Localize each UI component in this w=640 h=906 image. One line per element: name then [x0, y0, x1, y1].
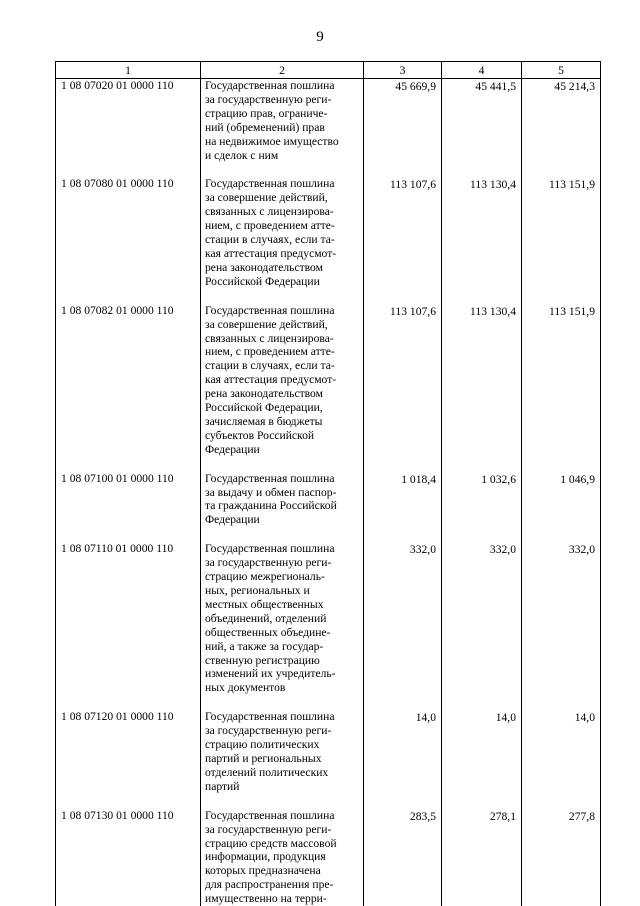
- table-row: [56, 304, 601, 457]
- amount-col-5: 332,0: [522, 542, 601, 695]
- column-header-3: 3: [364, 62, 442, 79]
- table-row: [56, 710, 601, 793]
- column-header-5: 5: [522, 62, 601, 79]
- page-number: 9: [316, 29, 324, 45]
- row-spacer: [56, 527, 601, 542]
- budget-revenue-table: [55, 61, 601, 906]
- amount-col-4: 113 130,4: [442, 304, 522, 457]
- table-row: [56, 472, 601, 528]
- amount-col-3: 332,0: [364, 542, 442, 695]
- revenue-name: Государственная пошлина за государственную реги- страцию средств массовой информации, продукция которых предназначена для распространения пре- имущественно на терри-: [201, 809, 364, 906]
- row-spacer: [56, 794, 601, 809]
- amount-col-5: 45 214,3: [522, 79, 601, 163]
- column-header-2: 2: [201, 62, 364, 79]
- table-row: [56, 177, 601, 288]
- table-row: [56, 79, 601, 163]
- column-header-1: 1: [56, 62, 201, 79]
- amount-col-3: 113 107,6: [364, 177, 442, 288]
- amount-col-4: 113 130,4: [442, 177, 522, 288]
- row-spacer: [56, 695, 601, 710]
- table-row: [56, 809, 601, 906]
- amount-col-3: 283,5: [364, 809, 442, 906]
- revenue-name: Государственная пошлина за совершение действий, связанных с лицензирова- нием, с проведением атте- стации в случаях, если та- кая аттестация предусмот- рена законодательством Российской Федерации: [201, 177, 364, 288]
- revenue-name: Государственная пошлина за выдачу и обмен паспор- та гражданина Российской Федерации: [201, 472, 364, 528]
- revenue-name: Государственная пошлина за совершение действий, связанных с лицензирова- нием, с проведением атте- стации в случаях, если та- кая аттестация предусмот- рена законодательством Российской Федерации, зачисляемая в бюджеты субъектов Российской Федерации: [201, 304, 364, 457]
- revenue-name: Государственная пошлина за государственную реги- страцию политических партий и региональных отделений политических партий: [201, 710, 364, 793]
- row-spacer: [56, 289, 601, 304]
- amount-col-5: 113 151,9: [522, 304, 601, 457]
- budget-classification-code: 1 08 07110 01 0000 110: [56, 542, 201, 695]
- amount-col-3: 14,0: [364, 710, 442, 793]
- row-spacer: [56, 457, 601, 472]
- amount-col-5: 277,8: [522, 809, 601, 906]
- budget-classification-code: 1 08 07020 01 0000 110: [56, 79, 201, 163]
- amount-col-3: 1 018,4: [364, 472, 442, 528]
- table-row: [56, 542, 601, 695]
- budget-classification-code: 1 08 07130 01 0000 110: [56, 809, 201, 906]
- amount-col-4: 332,0: [442, 542, 522, 695]
- revenue-name: Государственная пошлина за государственную реги- страцию межрегиональ- ных, региональных и местных общественных объединений, отделений общественных объедине- ний, а также за государ- ственную регистрацию изменений их учредитель- ных документов: [201, 542, 364, 695]
- amount-col-4: 14,0: [442, 710, 522, 793]
- amount-col-5: 14,0: [522, 710, 601, 793]
- budget-classification-code: 1 08 07082 01 0000 110: [56, 304, 201, 457]
- row-spacer: [56, 162, 601, 177]
- revenue-name: Государственная пошлина за государственную реги- страцию прав, ограниче- ний (обременений) прав на недвижимое имущество и сделок с ним: [201, 79, 364, 163]
- table-header-row: [56, 62, 601, 79]
- amount-col-4: 278,1: [442, 809, 522, 906]
- budget-classification-code: 1 08 07080 01 0000 110: [56, 177, 201, 288]
- column-header-4: 4: [442, 62, 522, 79]
- amount-col-4: 1 032,6: [442, 472, 522, 528]
- amount-col-5: 113 151,9: [522, 177, 601, 288]
- amount-col-4: 45 441,5: [442, 79, 522, 163]
- amount-col-3: 113 107,6: [364, 304, 442, 457]
- amount-col-3: 45 669,9: [364, 79, 442, 163]
- amount-col-5: 1 046,9: [522, 472, 601, 528]
- budget-classification-code: 1 08 07100 01 0000 110: [56, 472, 201, 528]
- budget-classification-code: 1 08 07120 01 0000 110: [56, 710, 201, 793]
